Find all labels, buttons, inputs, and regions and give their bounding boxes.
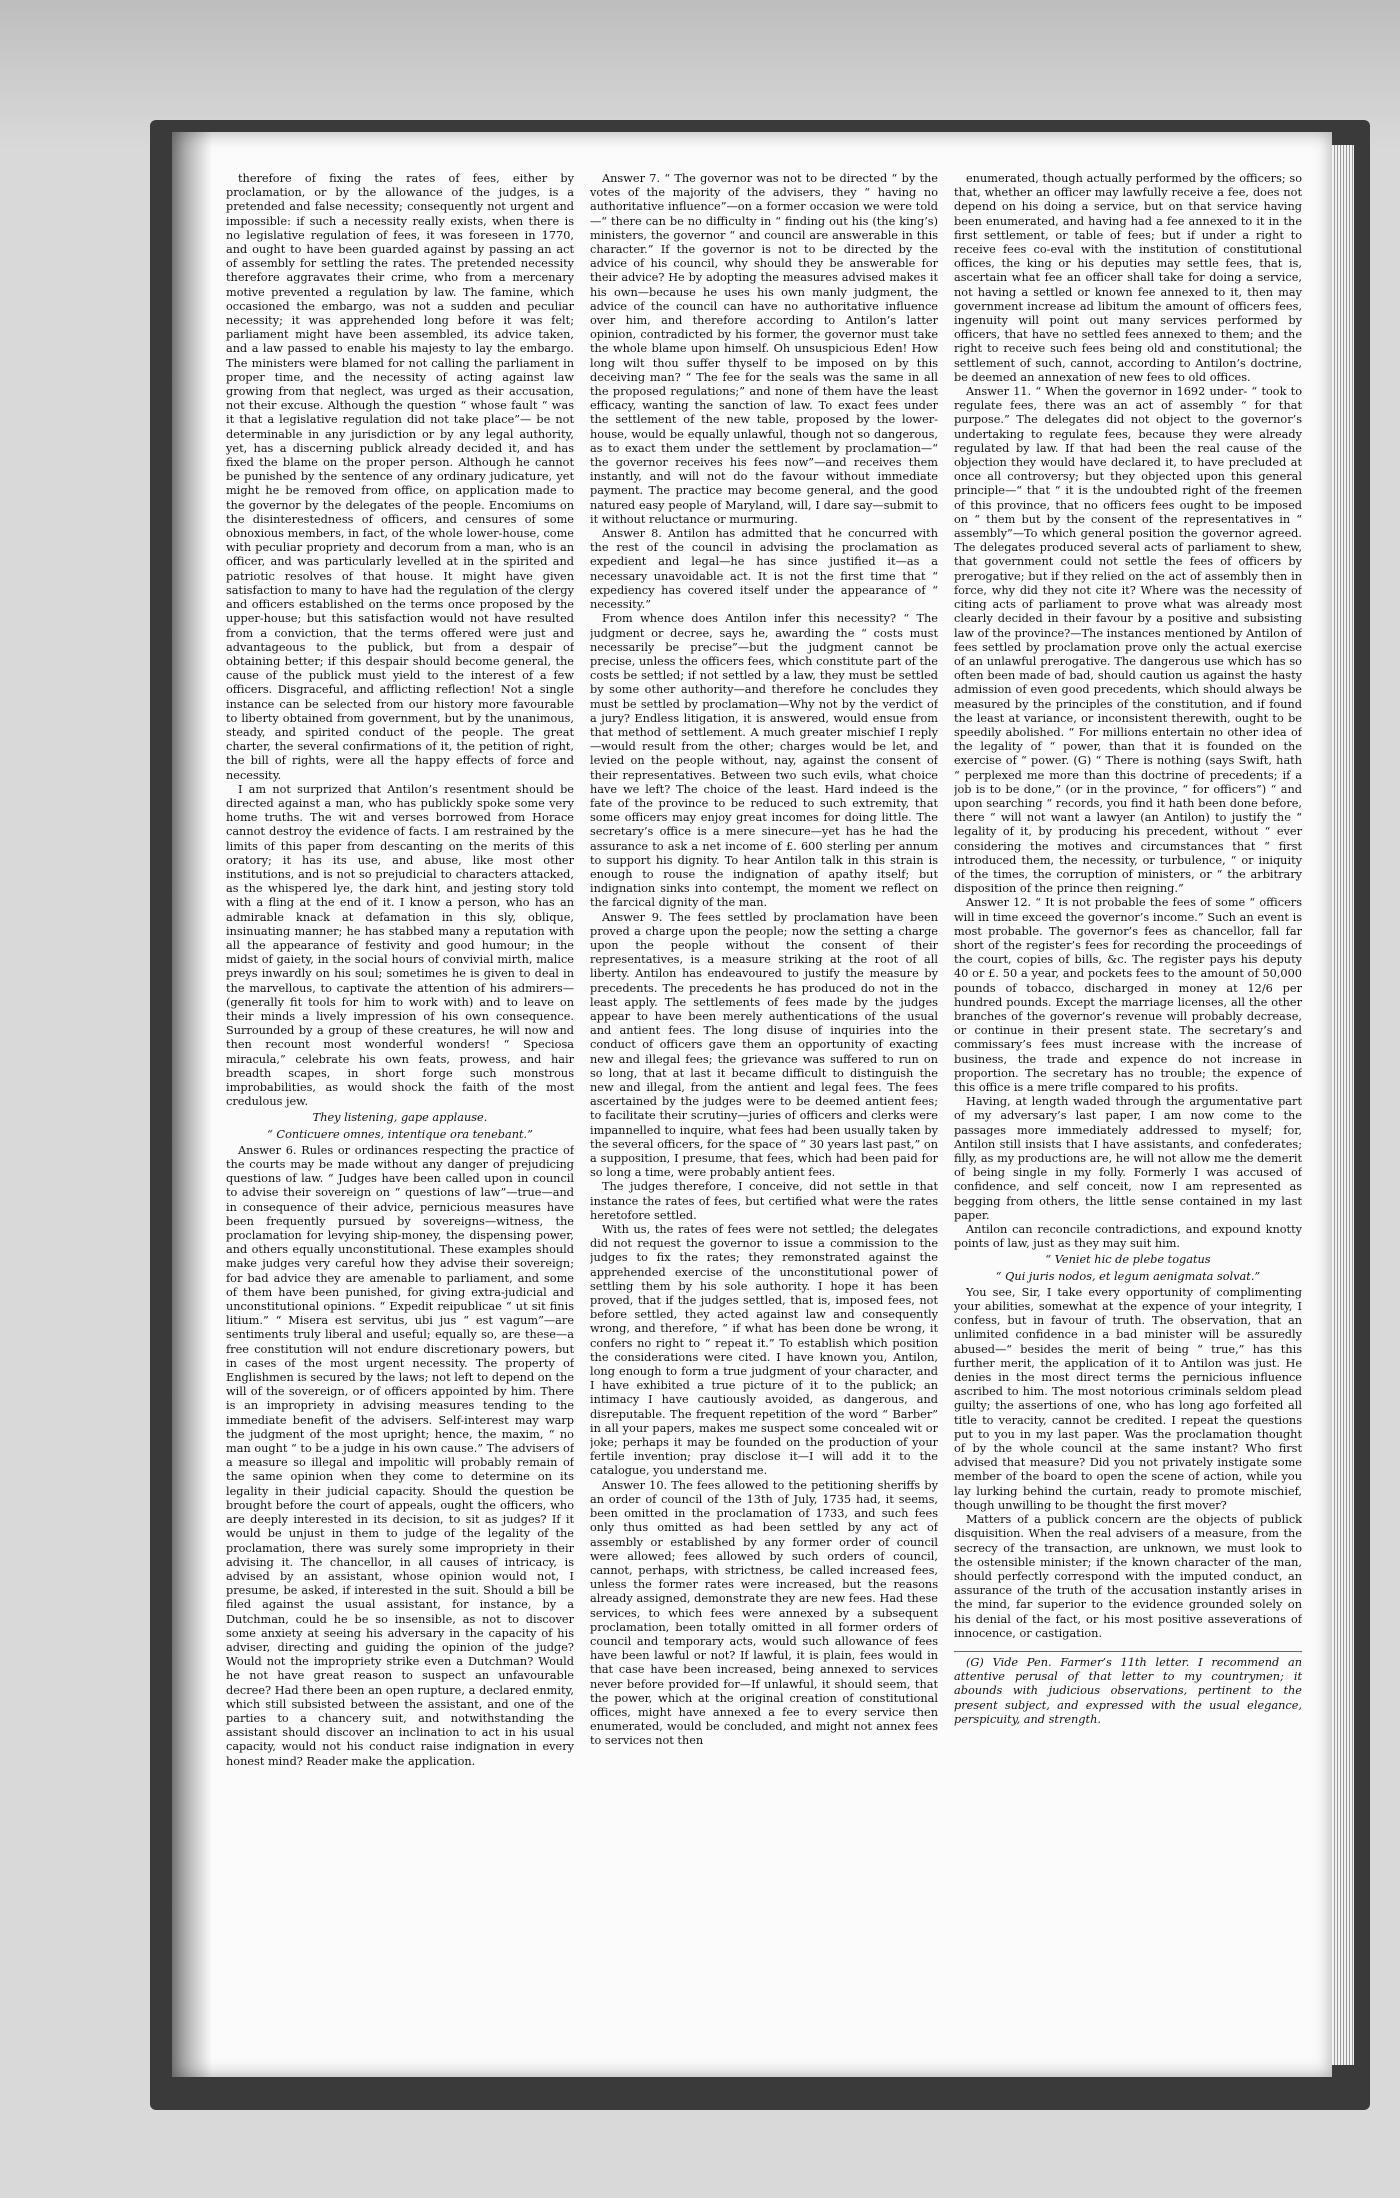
verse-line: “ Qui juris nodos, et legum aenigmata solvat.” — [995, 1269, 1261, 1283]
paragraph: I am not surprized that Antilon’s resentment should be directed against a man, who has publickly spoke some very home truths. The wit and verses borrowed from Horace cannot destroy the evidence of facts. I am restrained by the limits of this paper from descanting on the merits of this oratory; it has its use, and abuse, like most other institutions, and is not so prejudicial to characters attacked, as the whispered lye, the dark hint, and jesting story told with a fling at the end of it. I know a person, who has an admirable knack at defamation in this sly, oblique, insinuating manner; he has stabbed many a reputation with all the appearance of festivity and good humour; in the midst of gaiety, in the social hours of convivial mirth, malice preys inwardly on his soul; sometimes he is given to deal in the marvellous, to captivate the attention of his admirers—(generally fit tools for him to work with) and to leave on their minds a lively impression of his own consequence. Surrounded by a group of these creatures, he will now and then recount most wonderful wonders! “ Speciosa miracula,” celebrate his own feats, prowess, and hair breadth scapes, in short forge such monstrous improbabilities, as would shock the faith of the most credulous jew. — [226, 782, 574, 1109]
verse-line: “ Conticuere omnes, intentique ora tenebant.” — [267, 1127, 533, 1141]
text-column-3 — [954, 172, 1302, 2032]
paragraph: Matters of a publick concern are the objects of publick disquisition. When the real advisers of a measure, from the secrecy of the transaction, are unknown, we must look to the ostensible minister; if the known character of the man, should perfectly correspond with the imputed conduct, an assurance of the truth of the accusation instantly arises in the mind, far superior to the evidence grounded solely on his denial of the fact, or his most positive asseverations of innocence, or castigation. — [954, 1513, 1302, 1640]
paragraph: The judges therefore, I conceive, did not settle in that instance the rates of fees, but certified what were the rates heretofore settled. — [590, 1180, 938, 1222]
paragraph: Answer 7. “ The governor was not to be directed “ by the votes of the majority of the advisers, they “ having no authoritative influence”—on a former occasion we were told—“ there can be no difficulty in “ finding out his (the king’s) ministers, the governor “ and council are answerable in this character.” If the governor is not to be directed by the advice of his council, why should they be answerable for their advice? He by adopting the measures advised makes it his own—because he uses his own manly judgment, the advice of the council can have no authoritative influence over him, and therefore according to Antilon’s latter opinion, contradicted by his former, the governor must take the whole blame upon himself. Oh unsuspicious Eden! How long wilt thou suffer thyself to be imposed on by this deceiving man? “ The fee for the seals was the same in all the proposed regulations;” and none of them have the least efficacy, wanting the sanction of law. To exact fees under the settlement of the new table, proposed by the lower-house, would be equally unlawful, though not so dangerous, as to exact them under the settlement by proclamation—“ the governor receives his fees now”—and receives them instantly, and will not do the favour without immediate payment. The practice may become general, and the good natured easy people of Maryland, will, I dare say—submit to it without reluctance or murmuring. — [590, 172, 938, 526]
paragraph: Answer 10. The fees allowed to the petitioning sheriffs by an order of council of the 13th of July, 1735 had, it seems, been omitted in the proclamation of 1733, and such fees only thus omitted as had been settled by any act of assembly or established by any former order of council were allowed; fees allowed by such orders of council, cannot, perhaps, with strictness, be called increased fees, unless the former rates were increased, but the reasons already assigned, demonstrate they are new fees. Had these services, to which fees were annexed by a subsequent proclamation, been totally omitted in all former orders of council and temporary acts, would such allowance of fees have been lawful or not? If lawful, it is plain, fees would in that case have been increased, being annexed to services never before provided for—If unlawful, it should seem, that the power, which at the original creation of constitutional offices, might have annexed a fee to every service then enumerated, would be concluded, and might not annex fees to services not then — [590, 1478, 938, 1748]
paragraph: Answer 6. Rules or ordinances respecting the practice of the courts may be made without any danger of prejudicing questions of law. “ Judges have been called upon in council to advise their sovereign on “ questions of law”—true—and in consequence of their advice, pernicious measures have been frequently pursued by sovereigns—witness, the proclamation for levying ship-money, the dispensing power, and others equally unconstitutional. These examples should make judges very careful how they advise their sovereign; for bad advice they are amenable to parliament, and some of them have been punished, for giving extra-judicial and unconstitutional opinions. “ Expedit reipublicae “ ut sit finis litium.” “ Misera est servitus, ubi jus “ est vagum”—are sentiments truly liberal and useful; equally so, are these—a free constitution will not endure discretionary powers, but in cases of the most urgent necessity. The property of Englishmen is secured by the laws; not left to depend on the will of the sovereign, or of officers appointed by him. There is an impropriety in advising measures tending to the immediate benefit of the advisers. Self-interest may warp the judgment of the most upright; hence, the maxim, “ no man ought “ to be a judge in his own cause.” The advisers of a measure so illegal and impolitic will probably remain of the same opinion when they come to determine on its legality in their judicial capacity. Should the question be brought before the court of appeals, ought the officers, who are deeply interested in its decision, to sit as judges? If it would be unjust in them to judge of the legality of the proclamation, there was surely some impropriety in their advising it. The chancellor, in all causes of intricacy, is advised by an assistant, whose opinion would not, I presume, be asked, if interested in the suit. Should a bill be filed against the usual assistant, for instance, by a Dutchman, could he be so insensible, as not to discover some anxiety at seeing his adversary in the capacity of his adviser, directing and guiding the opinion of the judge? Would not the impropriety strike even a Dutchman? Would he not have great reason to suspect an unfavourable decree? Had there been an open rupture, a declared enmity, which still subsisted between the assistant, and one of the parties to a chancery suit, and notwithstanding the assistant should discover an inclination to act in his usual capacity, would not his conduct raise indignation in every honest mind? Reader make the application. — [226, 1143, 574, 1768]
paragraph: Answer 11. “ When the governor in 1692 under- “ took to regulate fees, there was an act of assembly “ for that purpose.” The delegates did not object to the governor’s undertaking to regulate fees, because they were already regulated by law. If that had been the real cause of the objection they would have declared it, to have precluded at once all controversy; but they objected upon this general principle—“ that “ it is the undoubted right of the freemen of this province, that no officers fees ought to be imposed on “ them but by the consent of the representatives in “ assembly”—To which general position the governor agreed. The delegates produced several acts of parliament to shew, that government could not settle the fees of officers by prerogative; but if they relied on the act of assembly then in force, why did they not cite it? Where was the necessity of citing acts of parliament to prove what was already most clearly decided in their favour by a positive and subsisting law of the province?—The instances mentioned by Antilon of fees settled by proclamation prove only the actual exercise of an unlawful prerogative. The dangerous use which has so often been made of bad, should caution us against the hasty admission of even good precedents, which should always be measured by the principles of the constitution, and if found the least at variance, or inconsistent therewith, ought to be speedily abolished. “ For millions entertain no other idea of the legality of “ power, than that it is founded on the exercise of “ power. (G) “ There is nothing (says Swift, hath “ perplexed me more than this doctrine of precedents; if a job is to be done,” (or in the province, “ for officers”) “ and upon searching “ records, you find it hath been done before, there “ will not want a lawyer (an Antilon) to justify the “ legality of it, by producing his precedent, without “ ever considering the motives and circumstances that “ first introduced them, the necessity, or turbulence, “ or iniquity of the times, the corruption of ministers, or “ the arbitrary disposition of the prince then reigning.” — [954, 385, 1302, 896]
paragraph: With us, the rates of fees were not settled; the delegates did not request the governor to issue a commission to the judges to fix the rates; they remonstrated against the apprehended exercise of the unconstitutional power of settling them by his sole authority. I hope it has been proved, that if the judges settled, that is, imposed fees, not before settled, they acted against law and consequently wrong, and therefore, “ if what has been done be wrong, it confers no right to “ repeat it.” To establish which position the considerations were cited. I have known you, Antilon, long enough to form a true judgment of your character, and I have exhibited a true picture of it to the publick; an intimacy I have cautiously avoided, as dangerous, and disreputable. The frequent repetition of the word “ Barber” in all your papers, makes me suspect some concealed wit or joke; perhaps it may be founded on the production of your fertile invention; pray disclose it—I will add it to the catalogue, you understand me. — [590, 1223, 938, 1478]
page-fold-shadow — [172, 132, 212, 2077]
paragraph: Having, at length waded through the argumentative part of my adversary’s last paper, I am now come to the passages more immediately addressed to myself; for, Antilon still insists that I have assistants, and confederates; filly, as my productions are, he will not allow me the demerit of being single in my folly. Formerly I was accused of confidence, and self conceit, now I am represented as begging from others, the little sense contained in my last paper. — [954, 1095, 1302, 1222]
document-page — [172, 132, 1332, 2077]
paragraph: Antilon can reconcile contradictions, and expound knotty points of law, just as they may suit him. — [954, 1223, 1302, 1251]
paragraph: therefore of fixing the rates of fees, either by proclamation, or by the allowance of the judges, is a pretended and false necessity; consequently not urgent and impossible: if such a necessity really exists, when there is no legislative regulation of fees, it was foreseen in 1770, and ought to have been guarded against by passing an act of assembly for settling the rates. The pretended necessity therefore aggravates their crime, who from a mercenary motive prevented a regulation by law. The famine, which occasioned the embargo, was not a sudden and peculiar necessity; it was apprehended long before it was felt; parliament might have been assembled, its advice taken, and a law passed to enable his majesty to lay the embargo. The ministers were blamed for not calling the parliament in proper time, and the necessity of acting against law growing from that neglect, was urged as their accusation, not their excuse. Although the question “ whose fault “ was it that a legislative regulation did not take place”— be not determinable in any jurisdiction or by any legal authority, yet, has a discerning publick already decided it, and has fixed the blame on the proper person. Although he cannot be punished by the sentence of any ordinary judicature, yet might he be removed from office, on application made to the governor by the delegates of the people. Encomiums on the disinterestedness of officers, and censures of some obnoxious members, in fact, of the whole lower-house, come with peculiar propriety and decorum from a man, who is an officer, and was particularly levelled at in the spirited and patriotic resolves of that house. It might have given satisfaction to many to have had the regulation of the clergy and officers established on the terms once proposed by the upper-house; but this satisfaction would not have resulted from a conviction, that the terms offered were just and advantageous to the publick, but from a despair of obtaining better; if this despair should become general, the cause of the publick must yield to the interest of a few officers. Disgraceful, and afflicting reflection! Not a single instance can be selected from our history more favourable to liberty obtained from government, but by the unanimous, steady, and spirited conduct of the people. The great charter, the several confirmations of it, the petition of right, the bill of rights, were all the happy effects of force and necessity. — [226, 172, 574, 782]
paragraph: Answer 12. “ It is not probable the fees of some “ officers will in time exceed the governor’s income.” Such an event is most probable. The governor’s fees as chancellor, fall far short of the register’s fees for recording the proceedings of the court, copies of bills, &c. The register pays his deputy 40 or £. 50 a year, and pockets fees to the amount of 50,000 pounds of tobacco, discharged in money at 12/6 per hundred pounds. Except the marriage licenses, all the other branches of the governor’s revenue will probably decrease, or continue in their present state. The secretary’s and commissary’s fees must increase with the increase of business, the trade and expence do not increase in proportion. The secretary has no trouble; the expence of this office is a mere trifle compared to his profits. — [954, 896, 1302, 1094]
paragraph: You see, Sir, I take every opportunity of complimenting your abilities, somewhat at the expence of your integrity, I confess, but in favour of truth. The observation, that an unlimited confidence in a bad minister will be assuredly abused—“ besides the merit of being “ true,” has this further merit, the application of it to Antilon was just. He denies in the most direct terms the pernicious influence ascribed to him. The most notorious criminals seldom plead guilty; the assertions of one, who has long ago forfeited all title to veracity, cannot be credited. I repeat the questions put to you in my last paper. Was the proclamation thought of by the whole council at the same instant? Who first advised that measure? Did you not privately instigate some member of the board to open the scene of action, while you lay lurking behind the curtain, ready to promote mischief, though unwilling to be thought the first mover? — [954, 1285, 1302, 1512]
text-column-2 — [590, 172, 938, 2032]
paragraph: From whence does Antilon infer this necessity? “ The judgment or decree, says he, awarding the “ costs must necessarily be precise”—but the judgment cannot be precise, unless the officers fees, which constitute part of the costs be settled; if not settled by a law, they must be settled by some other authority—and therefore he concludes they must be settled by proclamation—Why not by the verdict of a jury? Endless litigation, it is answered, would ensue from that method of settlement. A much greater mischief I reply—would result from the other; charges would be let, and levied on the people without, nay, against the consent of their representatives. Between two such evils, what choice have we left? The choice of the least. Hard indeed is the fate of the province to be reduced to such extremity, that some officers may enjoy great incomes for doing little. The secretary’s office is a mere sinecure—yet has he had the assurance to ask a net income of £. 600 sterling per annum to support his dignity. To hear Antilon talk in this strain is enough to rouse the indignation of apathy itself; but indignation sinks into contempt, the moment we reflect on the farcical dignity of the man. — [590, 612, 938, 910]
paragraph: Answer 8. Antilon has admitted that he concurred with the rest of the council in advising the proclamation as expedient and legal—he has since justified it—as a necessary unavoidable act. It is not the first time that “ expediency has covered itself under the appearance of “ necessity.” — [590, 527, 938, 612]
verse-line: “ Veniet hic de plebe togatus — [1045, 1253, 1211, 1267]
text-column-1 — [226, 172, 574, 2032]
page-edges — [1332, 145, 1354, 2065]
paragraph: enumerated, though actually performed by the officers; so that, whether an officer may lawfully receive a fee, does not depend on his doing a service, but on that service having been enumerated, and having had a fee annexed to it in the first settlement, or table of fees; but if under a right to receive fees co-eval with the institution of constitutional offices, the king or his deputies may settle fees, that is, ascertain what fee an officer shall take for doing a service, not having a settled or known fee annexed to it, then may government increase ad libitum the amount of officers fees, ingenuity will point out many services performed by officers, that have no settled fees annexed to them; and the right to receive such fees being old and constitutional; the settlement of such, cannot, according to Antilon’s doctrine, be deemed an annexation of new fees to old offices. — [954, 172, 1302, 384]
footnote: (G) Vide Pen. Farmer’s 11th letter. I recommend an attentive perusal of that letter to my countrymen; it abounds with judicious observations, pertinent to the present subject, and expressed with the usual elegance, perspicuity, and strength. — [954, 1651, 1302, 1727]
paragraph: Answer 9. The fees settled by proclamation have been proved a charge upon the people; now the setting a charge upon the people without the consent of their representatives, is a measure striking at the root of all liberty. Antilon has endeavoured to justify the measure by precedents. The precedents he has produced do not in the least apply. The settlements of fees made by the judges appear to have been merely authentications of the usual and antient fees. The long disuse of inquiries into the conduct of officers gave them an opportunity of exacting new and illegal fees; the grievance was suffered to run on so long, that at last it became difficult to distinguish the new and illegal, from the antient and legal fees. The fees ascertained by the judges were to be deemed antient fees; to facilitate their scrutiny—juries of officers and clerks were impannelled to inquire, what fees had been usually taken by the several officers, for the space of “ 30 years last past,” on a supposition, I presume, that fees, which had been paid for so long a time, were probably antient fees. — [590, 910, 938, 1180]
verse-line: They listening, gape applause. — [312, 1111, 488, 1125]
